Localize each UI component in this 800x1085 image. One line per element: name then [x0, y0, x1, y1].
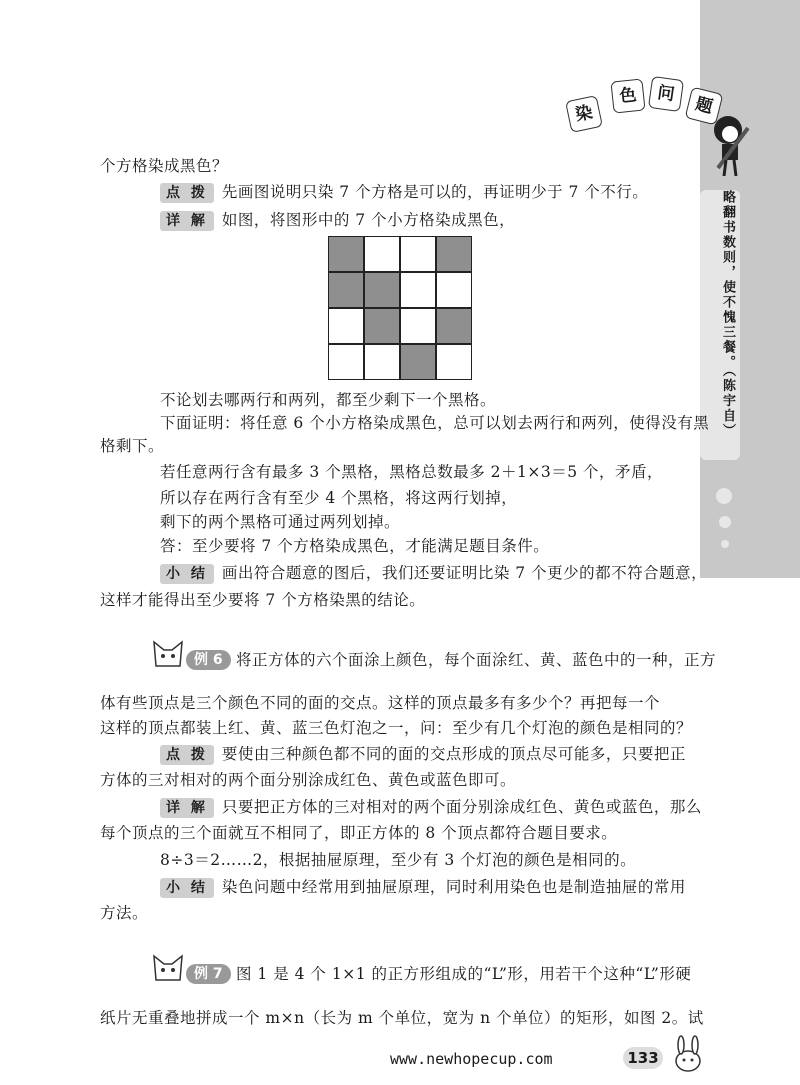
text-line: 小 结 画出符合题意的图后，我们还要证明比染 7 个更少的都不符合题意， [160, 563, 707, 584]
label-tag: 点 拨 [160, 745, 214, 765]
label-tag: 点 拨 [160, 183, 214, 203]
black-cell [328, 272, 364, 308]
label-tag: 详 解 [160, 211, 214, 231]
color-grid-figure [328, 236, 472, 380]
text-line: 剩下的两个黑格可通过两列划掉。 [160, 513, 401, 531]
text-line: 点 拨 先画图说明只染 7 个方格是可以的，再证明少于 7 个不行。 [160, 182, 648, 203]
fox-mascot-icon [150, 636, 186, 672]
white-cell [364, 236, 400, 272]
girl-pencil-icon [700, 108, 760, 178]
example-badge: 例 6 [186, 650, 231, 670]
label-tag: 小 结 [160, 878, 214, 898]
black-cell [436, 236, 472, 272]
black-cell [364, 272, 400, 308]
text-line: 详 解 如图，将图形中的 7 个小方格染成黑色， [160, 210, 515, 231]
decor-dot [716, 488, 732, 504]
decor-dot [721, 540, 729, 548]
text-line: 纸片无重叠地拼成一个 m×n（长为 m 个单位，宽为 n 个单位）的矩形，如图 2。试 [100, 1009, 704, 1027]
footer-url: www.newhopecup.com [390, 1050, 553, 1068]
text-line: 小 结 染色问题中经常用到抽屉原理，同时利用染色也是制造抽屉的常用 [160, 877, 686, 898]
white-cell [328, 344, 364, 380]
text-line: 每个顶点的三个面就互不相同了，即正方体的 8 个顶点都符合题目要求。 [100, 824, 618, 842]
black-cell [364, 308, 400, 344]
text-line: 不论划去哪两行和两列，都至少剩下一个黑格。 [160, 391, 497, 409]
text-line: 个方格染成黑色？ [100, 157, 229, 175]
black-cell [436, 308, 472, 344]
title-char: 问 [648, 76, 684, 112]
black-cell [400, 344, 436, 380]
white-cell [400, 308, 436, 344]
page-number: 133 [623, 1047, 663, 1069]
text-line: 图 1 是 4 个 1×1 的正方形组成的“L”形，用若干个这种“L”形硬 [236, 965, 692, 983]
text-line: 方法。 [100, 904, 149, 922]
white-cell [328, 308, 364, 344]
text-line: 答：至少要将 7 个方格染成黑色，才能满足题目条件。 [160, 537, 550, 555]
label-tag: 详 解 [160, 798, 214, 818]
example-badge: 例 7 [186, 964, 231, 984]
white-cell [436, 272, 472, 308]
text-line: 这样的顶点都装上红、黄、蓝三色灯泡之一，问：至少有几个灯泡的颜色是相同的？ [100, 719, 693, 737]
title-char: 色 [610, 78, 645, 113]
text-line: 方体的三对相对的两个面分别涂成红色、黄色或蓝色即可。 [100, 771, 517, 789]
title-char: 染 [565, 95, 603, 133]
text-line: 点 拨 要使由三种颜色都不同的面的交点形成的顶点尽可能多，只要把正 [160, 744, 686, 765]
white-cell [400, 236, 436, 272]
text-line: 将正方体的六个面涂上颜色，每个面涂红、黄、蓝色中的一种，正方 [236, 651, 717, 669]
text-line: 8÷3＝2……2，根据抽屉原理，至少有 3 个灯泡的颜色是相同的。 [160, 851, 637, 869]
white-cell [400, 272, 436, 308]
text-line: 详 解 只要把正方体的三对相对的两个面分别涂成红色、黄色或蓝色，那么 [160, 797, 702, 818]
title-char: 题 [685, 87, 724, 126]
rabbit-mascot-icon [668, 1035, 708, 1075]
text-line: 格剩下。 [100, 437, 165, 455]
white-cell [436, 344, 472, 380]
white-cell [364, 344, 400, 380]
black-cell [328, 236, 364, 272]
fox-mascot-icon [150, 950, 186, 986]
side-quote: 略翻书数则，使不愧三餐。（陈宇自） [720, 190, 735, 439]
text-line: 所以存在两行含有至少 4 个黑格，将这两行划掉， [160, 489, 518, 507]
text-line: 体有些顶点是三个颜色不同的面的交点。这样的顶点最多有多少个？再把每一个 [100, 694, 661, 712]
decor-dot [719, 516, 731, 528]
text-line: 若任意两行含有最多 3 个黑格，黑格总数最多 2＋1×3＝5 个，矛盾， [160, 463, 664, 481]
label-tag: 小 结 [160, 564, 214, 584]
text-line: 下面证明：将任意 6 个小方格染成黑色，总可以划去两行和两列，使得没有黑 [160, 414, 710, 432]
text-line: 这样才能得出至少要将 7 个方格染黑的结论。 [100, 591, 426, 609]
